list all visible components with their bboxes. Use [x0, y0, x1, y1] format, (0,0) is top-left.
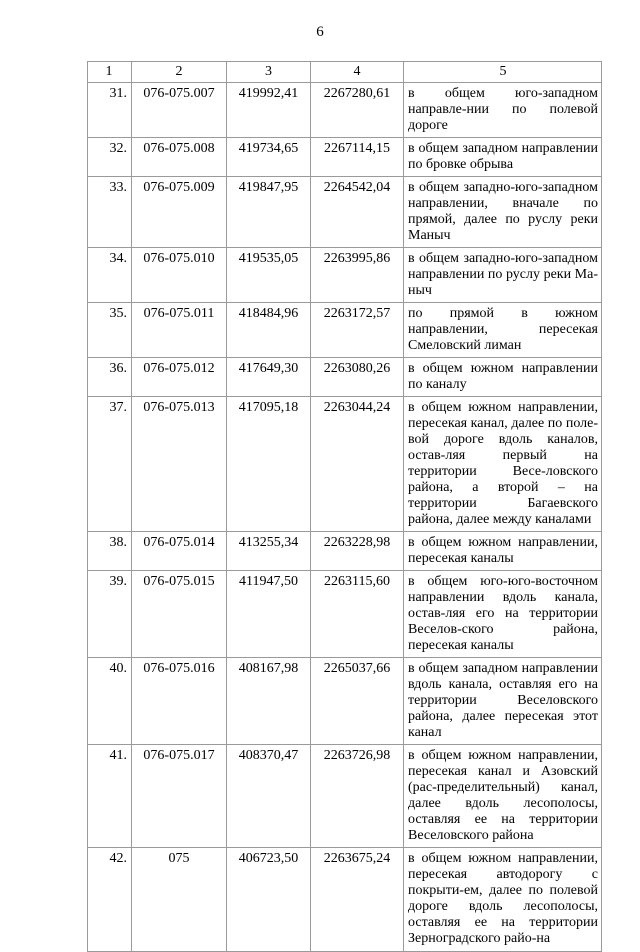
- point-code: 076-075.017: [132, 745, 227, 848]
- row-number: 38.: [88, 532, 132, 571]
- coordinate-y: 2263080,26: [311, 358, 404, 397]
- table-row: [88, 848, 602, 952]
- coordinate-y: 2263675,24: [311, 848, 404, 952]
- point-code: 075: [132, 848, 227, 952]
- coordinate-y: 2263115,60: [311, 571, 404, 658]
- coordinate-y: 2263044,24: [311, 397, 404, 532]
- row-number: 33.: [88, 177, 132, 248]
- header-col-2: 2: [132, 62, 227, 83]
- coordinate-x: 419535,05: [227, 248, 311, 303]
- boundary-description: в общем южном направлении по каналу: [404, 358, 602, 397]
- coordinate-y: 2267114,15: [311, 138, 404, 177]
- coordinate-x: 418484,96: [227, 303, 311, 358]
- row-number: 34.: [88, 248, 132, 303]
- coordinate-x: 413255,34: [227, 532, 311, 571]
- table-row: [88, 138, 602, 177]
- table-row: [88, 571, 602, 658]
- coordinate-y: 2263726,98: [311, 745, 404, 848]
- coordinate-y: 2264542,04: [311, 177, 404, 248]
- boundary-description: в общем западно-юго-западном направлении, вначале по прямой, далее по руслу реки Маныч: [404, 177, 602, 248]
- boundary-description: в общем южном направлении, пересекая автодорогу с покрыти-ем, далее по полевой дороге вдоль лесополосы, оставляя ее на территории Зерноградского райо-на: [404, 848, 602, 952]
- row-number: 37.: [88, 397, 132, 532]
- point-code: 076-075.016: [132, 658, 227, 745]
- row-number: 42.: [88, 848, 132, 952]
- header-col-1: 1: [88, 62, 132, 83]
- table-row: [88, 358, 602, 397]
- point-code: 076-075.013: [132, 397, 227, 532]
- row-number: 35.: [88, 303, 132, 358]
- boundary-description: в общем юго-западном направле-нии по полевой дороге: [404, 83, 602, 138]
- boundary-description: в общем южном направлении, пересекая канал, далее по поле-вой дороге вдоль каналов, остав-ляя первый на территории Весе-ловского района, а второй – на территории Багаевского района, далее между каналами: [404, 397, 602, 532]
- boundary-description: в общем западно-юго-западном направлении по руслу реки Ма-ныч: [404, 248, 602, 303]
- row-number: 39.: [88, 571, 132, 658]
- table-body: [88, 83, 602, 952]
- point-code: 076-075.008: [132, 138, 227, 177]
- coordinate-y: 2263228,98: [311, 532, 404, 571]
- coordinate-x: 417649,30: [227, 358, 311, 397]
- table-row: [88, 397, 602, 532]
- point-code: 076-075.011: [132, 303, 227, 358]
- coordinate-x: 406723,50: [227, 848, 311, 952]
- row-number: 31.: [88, 83, 132, 138]
- boundary-description: по прямой в южном направлении, пересекая Смеловский лиман: [404, 303, 602, 358]
- coordinate-x: 408370,47: [227, 745, 311, 848]
- point-code: 076-075.015: [132, 571, 227, 658]
- page-number: 6: [316, 24, 324, 40]
- row-number: 40.: [88, 658, 132, 745]
- header-col-5: 5: [404, 62, 602, 83]
- table-row: [88, 303, 602, 358]
- coordinate-y: 2263995,86: [311, 248, 404, 303]
- header-col-3: 3: [227, 62, 311, 83]
- coordinate-y: 2265037,66: [311, 658, 404, 745]
- table-row: [88, 83, 602, 138]
- point-code: 076-075.012: [132, 358, 227, 397]
- row-number: 41.: [88, 745, 132, 848]
- point-code: 076-075.014: [132, 532, 227, 571]
- table-header-row: [88, 62, 602, 83]
- row-number: 36.: [88, 358, 132, 397]
- coordinate-x: 419992,41: [227, 83, 311, 138]
- boundary-description: в общем южном направлении, пересекая каналы: [404, 532, 602, 571]
- table-row: [88, 532, 602, 571]
- point-code: 076-075.009: [132, 177, 227, 248]
- point-code: 076-075.010: [132, 248, 227, 303]
- coordinate-x: 411947,50: [227, 571, 311, 658]
- header-col-4: 4: [311, 62, 404, 83]
- point-code: 076-075.007: [132, 83, 227, 138]
- coordinate-x: 419734,65: [227, 138, 311, 177]
- table-row: [88, 658, 602, 745]
- boundary-description: в общем западном направлении по бровке обрыва: [404, 138, 602, 177]
- coordinate-y: 2263172,57: [311, 303, 404, 358]
- coordinate-x: 419847,95: [227, 177, 311, 248]
- boundary-description: в общем западном направлении вдоль канала, оставляя его на территории Веселовского района, далее пересекая этот канал: [404, 658, 602, 745]
- coordinate-x: 408167,98: [227, 658, 311, 745]
- boundary-description: в общем южном направлении, пересекая канал и Азовский (рас-пределительный) канал, далее вдоль лесополосы, оставляя ее на территории Веселовского района: [404, 745, 602, 848]
- table-row: [88, 248, 602, 303]
- boundary-description: в общем юго-юго-восточном направлении вдоль канала, остав-ляя его на территории Веселов-ского района, пересекая каналы: [404, 571, 602, 658]
- coordinate-x: 417095,18: [227, 397, 311, 532]
- row-number: 32.: [88, 138, 132, 177]
- table-row: [88, 745, 602, 848]
- boundary-points-table: [87, 61, 602, 952]
- table-row: [88, 177, 602, 248]
- coordinate-y: 2267280,61: [311, 83, 404, 138]
